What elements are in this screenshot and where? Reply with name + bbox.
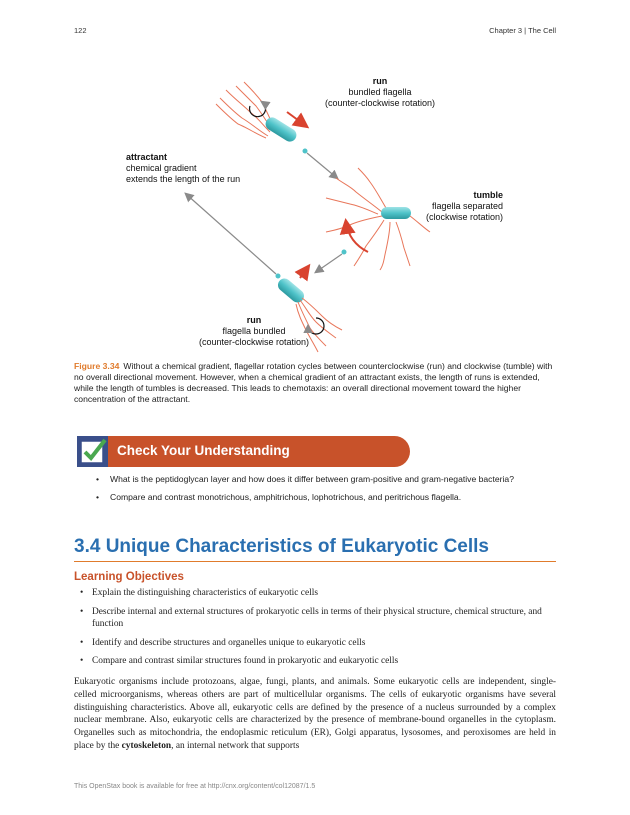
question-list [96,474,566,510]
objectives-list [80,587,556,674]
figure-label: Figure 3.34 [74,361,120,371]
attractant-line1: chemical gradient [126,163,197,173]
learning-objectives-title: Learning Objectives [74,571,184,583]
objective-item: • Identify and describe structures and organelles unique to eukaryotic cells [80,637,556,650]
attractant-line2: extends the length of the run [126,174,241,184]
label-run-top [310,76,450,109]
body-text-end: , an internal network that supports [171,740,300,751]
start-dot [276,274,281,279]
cytoskeleton-term: cytoskeleton [121,740,172,751]
tumble-title: tumble [473,190,503,200]
run-to-tumble-arrow [307,153,337,178]
label-attractant [126,152,240,185]
run-top-title: run [372,76,388,86]
section-title: 3.4 Unique Characteristics of Eukaryotic Cells [74,536,489,557]
question-item: • What is the peptidoglycan layer and how does it differ between gram-positive and gram-negative bacteria? [96,474,566,485]
objective-item: • Explain the distinguishing characteristics of eukaryotic cells [80,587,556,600]
top-red-arrow [287,112,306,126]
bottom-red-arrow [300,267,308,278]
attractant-title: attractant [126,152,168,162]
tumble-line1: flagella separated [431,201,503,211]
check-understanding-title: Check Your Understanding [117,443,290,458]
objective-item: • Describe internal and external structures of prokaryotic cells in terms of their physical structure, chemical structure, and function [80,606,556,631]
footer-note: This OpenStax book is available for free at http://cnx.org/content/col12087/1.5 [74,783,316,790]
run-top-line1: bundled flagella [348,87,412,97]
path-dot [303,149,308,154]
attractant-arrow [186,194,276,274]
objective-item: • Compare and contrast similar structures found in prokaryotic and eukaryotic cells [80,655,556,668]
label-tumble [403,190,503,223]
section-divider [74,561,556,562]
chemotaxis-figure [0,60,630,360]
header-separator: | [522,26,529,35]
tumble-to-run-arrow [316,254,342,272]
body-text-start: Eukaryotic organisms include protozoans, algae, fungi, plants, and animals. Some eukaryotic cells are independent, single-celled microorganisms, whereas others are part of multicellular organisms. The cells of eukaryotic organisms have several distinguishing characteristics. Above all, eukaryotic cells are defined by the presence of a nucleus surrounded by a complex nuclear membrane. Also, eukaryotic cells are characterized by the presence of membrane-bound organelles in the cytoplasm. Organelles such as mitochondria, the endoplasmic reticulum (ER), Golgi apparatus, lysosomes, and peroxisomes are held in place by the [74,677,556,751]
caption-text: Without a chemical gradient, flagellar rotation cycles between counterclockwise (run) and clockwise (tumble) with no overall directional movement. However, when a chemical gradient of an attractant exists, the length of runs is extended, while the length of tumbles is decreased. This leads to chemotaxis: an overall directional movement toward the higher concentration of the attractant. [74,361,553,404]
running-header [489,26,556,35]
run-bottom-title: run [246,315,262,325]
run-top-line2: (counter-clockwise rotation) [324,98,436,108]
run-bottom-line2: (counter-clockwise rotation) [198,337,310,347]
bottom-cell [275,276,306,305]
figure-caption [74,361,556,405]
run-bottom-line1: flagella bundled [222,326,286,336]
chapter-title: The Cell [528,26,556,35]
tumble-line2: (clockwise rotation) [425,212,503,222]
label-run-bottom [184,315,324,348]
page-number: 122 [74,26,87,35]
body-paragraph [74,676,556,753]
chapter-label: Chapter 3 [489,26,523,35]
checkbox-icon [77,436,108,467]
tumble-dot [342,250,347,255]
top-cell [263,115,299,144]
question-item: • Compare and contrast monotrichous, amphitrichous, lophotrichous, and peritrichous flagella. [96,492,566,503]
